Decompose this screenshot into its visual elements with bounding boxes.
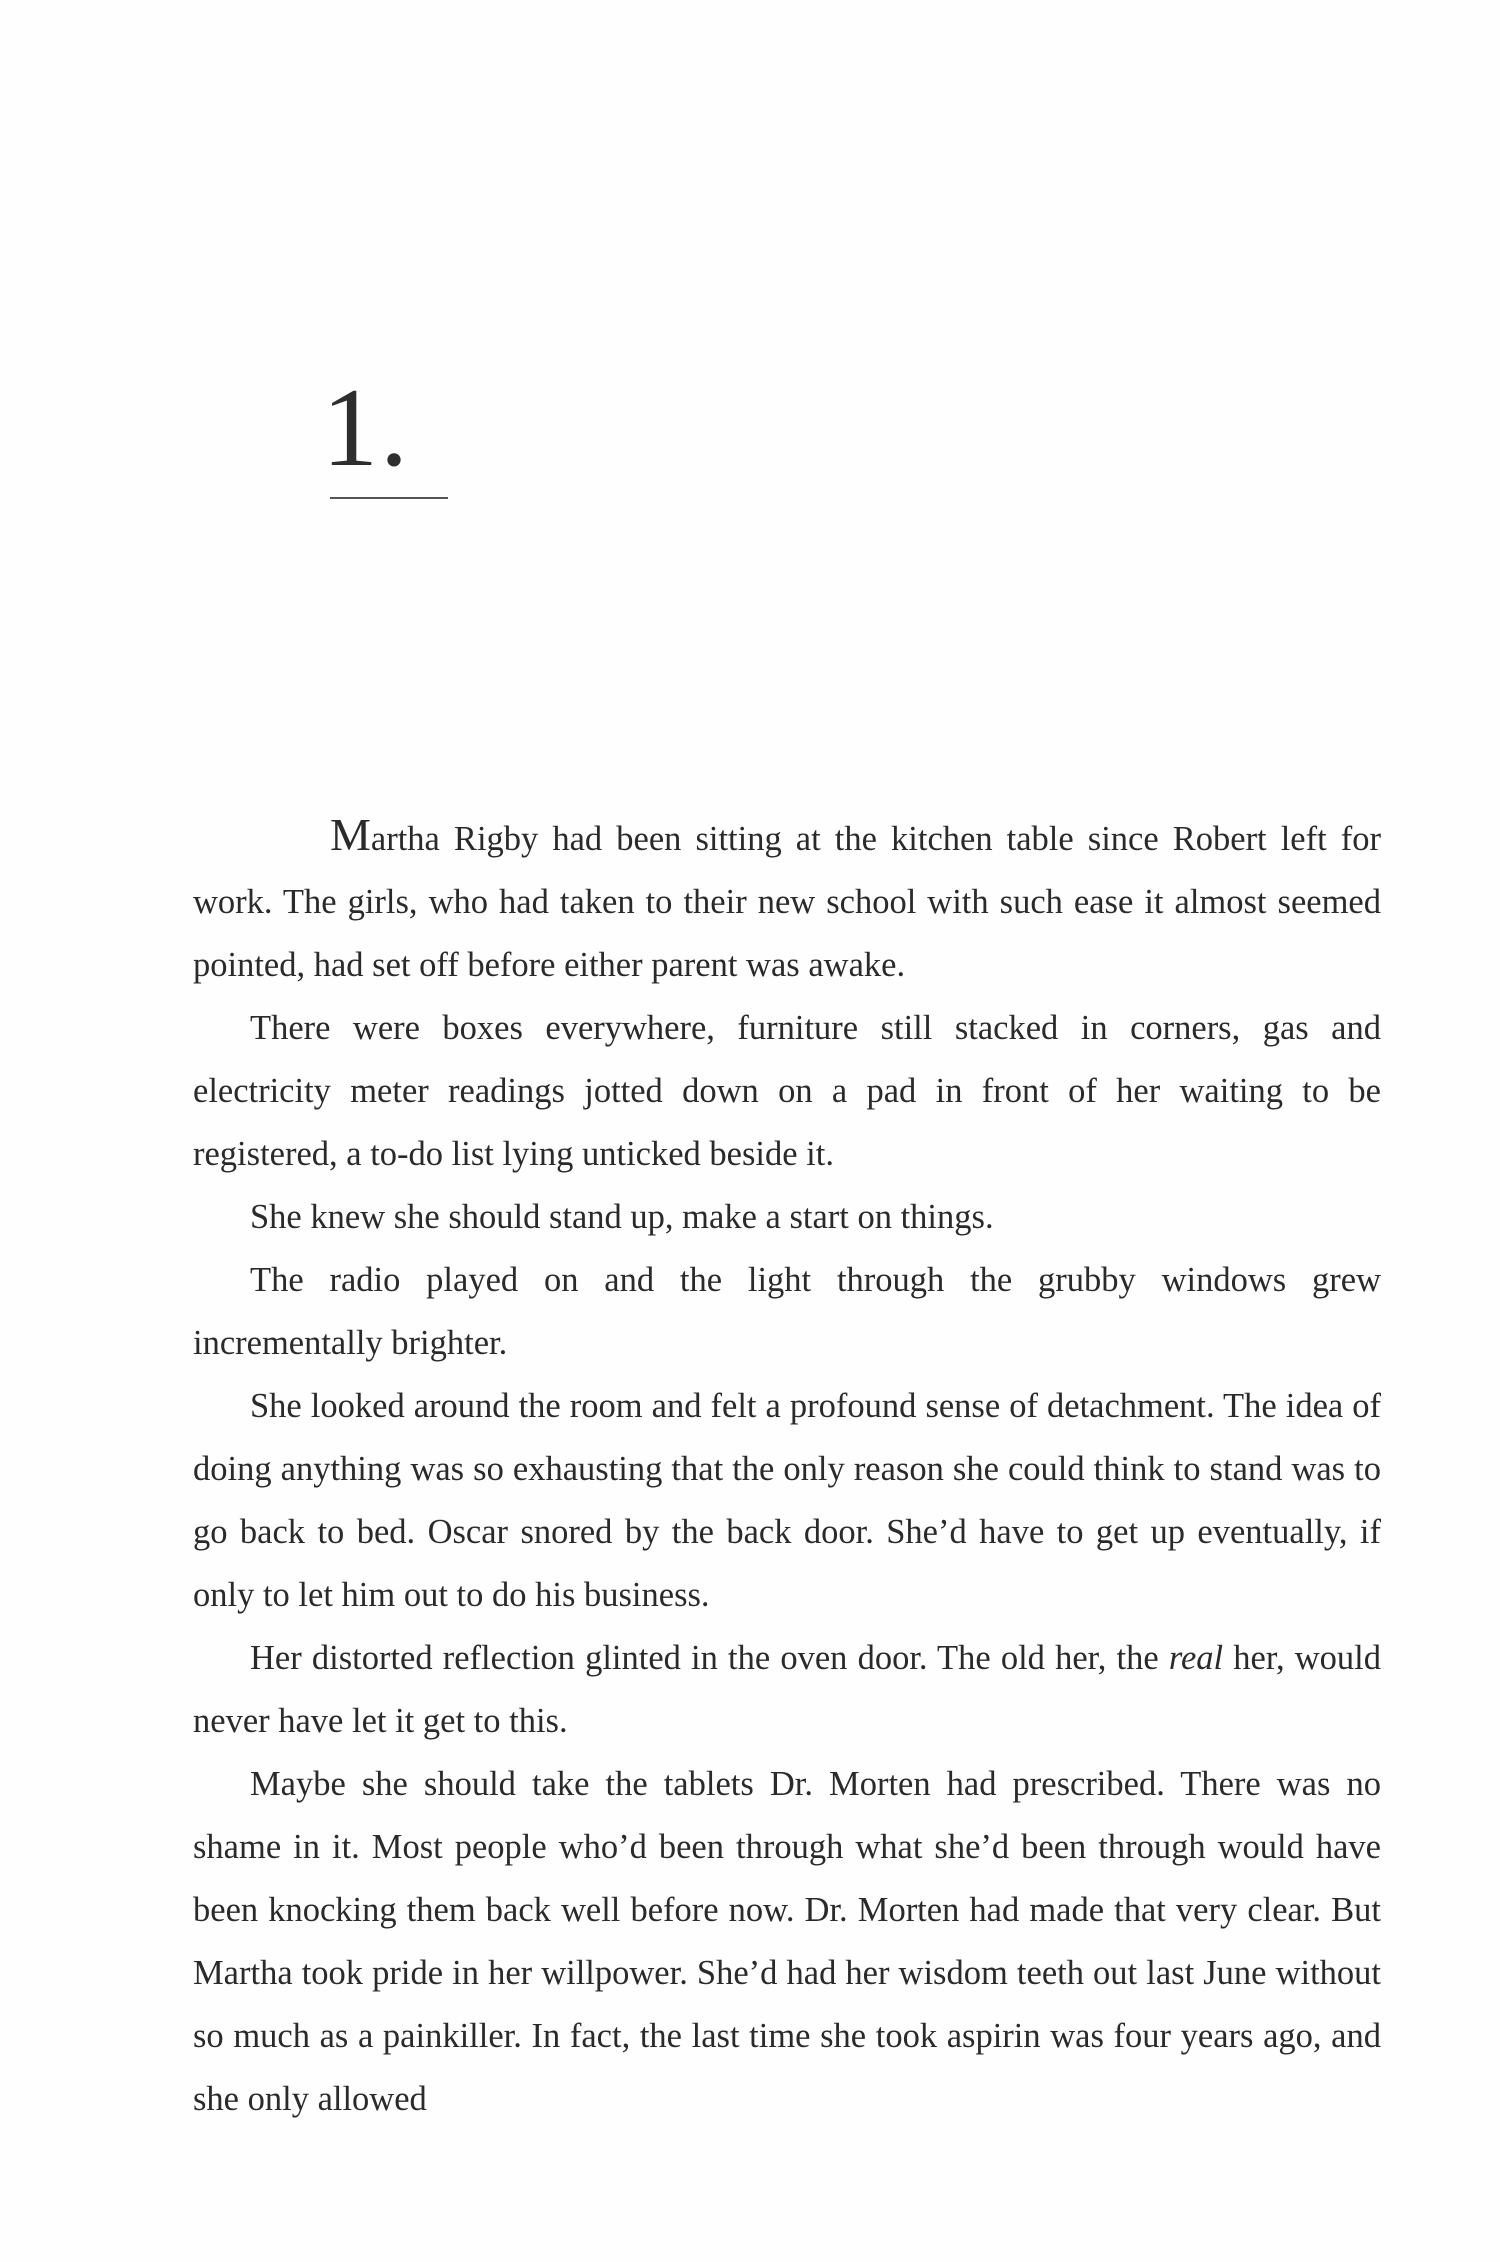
chapter-number: 1. bbox=[322, 366, 410, 490]
paragraph-6-emphasis: real bbox=[1168, 1639, 1224, 1677]
chapter-underline bbox=[330, 497, 448, 499]
paragraph-6-after: her, would never have let it get to this. bbox=[193, 1639, 1381, 1740]
paragraph-1 bbox=[193, 808, 1381, 997]
drop-cap: M bbox=[330, 809, 371, 860]
paragraph-3: She knew she should stand up, make a start on things. bbox=[250, 1198, 994, 1236]
paragraph-5: She looked around the room and felt a profound sense of detachment. The idea of doing anything was so exhausting that the only reason she could think to stand was to go back to bed. Oscar snored by the back door. She’d have to get up eventually, if only to let him out to do his business. bbox=[193, 1387, 1381, 1614]
paragraph-4: The radio played on and the light through the grubby windows grew incrementally brighter. bbox=[193, 1261, 1381, 1362]
paragraph-6 bbox=[193, 1627, 1381, 1753]
paragraph-2: There were boxes everywhere, furniture still stacked in corners, gas and electricity meter readings jotted down on a pad in front of her waiting to be registered, a to-do list lying unticked beside it. bbox=[193, 1009, 1381, 1173]
paragraph-7: Maybe she should take the tablets Dr. Morten had prescribed. There was no shame in it. Most people who’d been through what she’d been through would have been knocking them back well before now. Dr. Morten had made that very clear. But Martha took pride in her willpower. She’d had her wisdom teeth out last June without so much as a painkiller. In fact, the last time she took aspirin was four years ago, and she only allowed bbox=[193, 1765, 1381, 2118]
chapter-body bbox=[193, 808, 1381, 2131]
paragraph-6-before: Her distorted reflection glinted in the oven door. The old her, the bbox=[250, 1639, 1169, 1677]
paragraph-1-text: artha Rigby had been sitting at the kitchen table since Robert left for work. The girls, who had taken to their new school with such ease it almost seemed pointed, had set off before either parent was awake. bbox=[193, 820, 1381, 984]
